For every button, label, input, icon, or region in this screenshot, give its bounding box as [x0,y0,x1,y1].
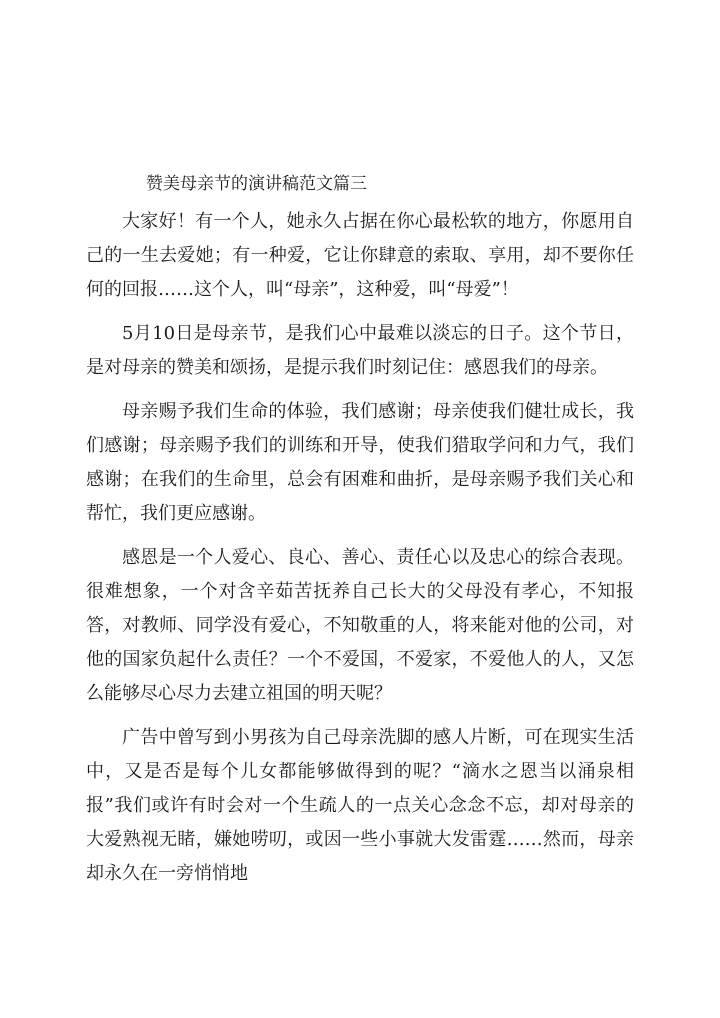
document-body [86,205,634,901]
document-title: 赞美母亲节的演讲稿范文篇三 [146,174,367,194]
paragraph: 感恩是一个人爱心、良心、善心、责任心以及忠心的综合表现。很难想象，一个对含辛茹苦抚养自己长大的父母没有孝心，不知报答，对教师、同学没有爱心，不知敬重的人，将来能对他的公司，对他的国家负起什么责任？一个不爱国，不爱家，不爱他人的人，又怎么能够尽心尽力去建立祖国的明天呢？ [86,547,634,704]
paragraph: 母亲赐予我们生命的体验，我们感谢；母亲使我们健壮成长，我们感谢；母亲赐予我们的训练和开导，使我们猎取学问和力气，我们感谢；在我们的生命里，总会有困难和曲折，是母亲赐予我们关心和帮忙，我们更应感谢。 [86,401,634,524]
paragraph: 广告中曾写到小男孩为自己母亲洗脚的感人片断，可在现实生活中，又是否是每个儿女都能够做得到的呢？“滴水之恩当以涌泉相报”我们或许有时会对一个生疏人的一点关心念念不忘，却对母亲的大爱熟视无睹，嫌她唠叨，或因一些小事就大发雷霆……然而，母亲却永久在一旁悄悄地 [86,727,634,884]
paragraph: 5月10日是母亲节，是我们心中最难以淡忘的日子。这个节日，是对母亲的赞美和颂扬，是提示我们时刻记住：感恩我们的母亲。 [86,323,634,378]
paragraph: 大家好！有一个人，她永久占据在你心最松软的地方，你愿用自己的一生去爱她；有一种爱，它让你肆意的索取、享用，却不要你任何的回报……这个人，叫“母亲”，这种爱，叫“母爱”！ [86,211,634,300]
